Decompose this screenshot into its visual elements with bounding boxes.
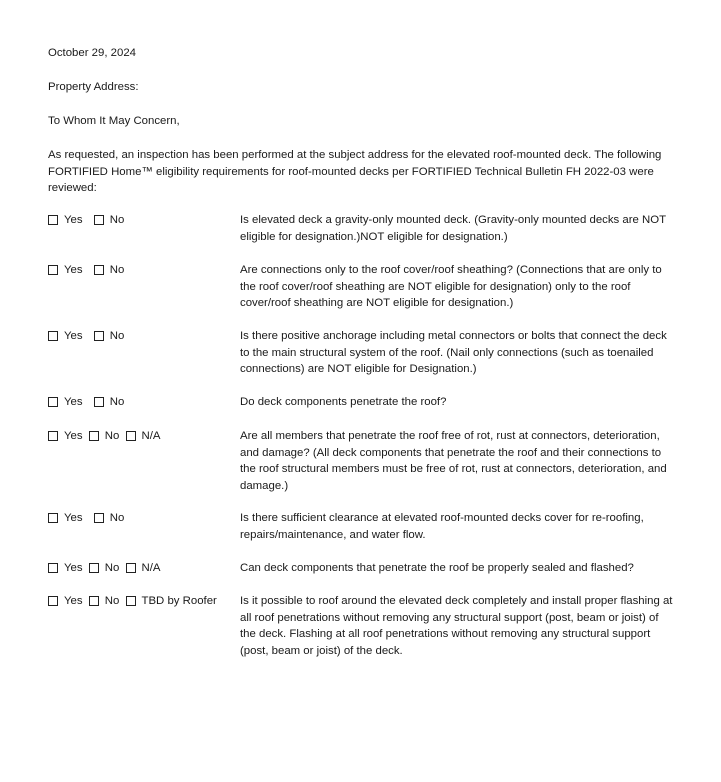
checklist-question: Is elevated deck a gravity-only mounted deck. (Gravity-only mounted decks are NOT eligible for designation.)NOT eligible for designation.) [240, 214, 666, 243]
option-yes[interactable]: Yes [48, 262, 83, 279]
checkbox-icon[interactable] [48, 431, 58, 441]
checkbox-icon[interactable] [48, 215, 58, 225]
option-no[interactable]: No [94, 510, 125, 527]
option-yes[interactable]: Yes [48, 328, 83, 345]
checkbox-icon[interactable] [48, 265, 58, 275]
option-no[interactable]: No [94, 328, 125, 345]
answer-options [48, 593, 217, 612]
answer-options [48, 428, 161, 447]
checkbox-icon[interactable] [48, 397, 58, 407]
option-no[interactable]: No [94, 262, 125, 279]
option-yes[interactable]: Yes [48, 593, 83, 610]
checkbox-icon[interactable] [48, 513, 58, 523]
checklist-question: Is it possible to roof around the elevated deck completely and install proper flashing at all roof penetrations without removing any structural support (post, beam or joist) of the deck. Flashing at all roof penetrations without removing any structural support (post, beam or joist) of the deck. [240, 595, 673, 657]
answer-options [48, 510, 124, 529]
option-yes[interactable]: Yes [48, 394, 83, 411]
checklist-question: Can deck components that penetrate the roof be properly sealed and flashed? [240, 562, 634, 574]
option-yes[interactable]: Yes [48, 560, 83, 577]
checklist-question: Is there positive anchorage including metal connectors or bolts that connect the deck to the main structural system of the roof. (Nail only connections (such as toenailed connections) are NOT eligible for Designation.) [240, 330, 667, 375]
checklist-question: Are connections only to the roof cover/roof sheathing? (Connections that are only to the roof cover/roof sheathing are NOT eligible for designation) only to the roof cover/roof sheathing are NOT eligible for designation.) [240, 264, 662, 309]
salutation: To Whom It May Concern, [48, 115, 180, 127]
property-address-label: Property Address: [48, 81, 139, 93]
checkbox-icon[interactable] [89, 431, 99, 441]
option-yes[interactable]: Yes [48, 428, 83, 445]
checkbox-icon[interactable] [126, 596, 136, 606]
option-no[interactable]: No [89, 428, 120, 445]
checkbox-icon[interactable] [94, 397, 104, 407]
checkbox-icon[interactable] [48, 331, 58, 341]
answer-options [48, 394, 124, 413]
checkbox-icon[interactable] [48, 563, 58, 573]
checkbox-icon[interactable] [126, 431, 136, 441]
checkbox-icon[interactable] [48, 596, 58, 606]
option-no[interactable]: No [94, 394, 125, 411]
option-yes[interactable]: Yes [48, 510, 83, 527]
option-no[interactable]: No [89, 593, 120, 610]
option-tbd-by-roofer[interactable]: TBD by Roofer [126, 593, 217, 610]
checkbox-icon[interactable] [94, 265, 104, 275]
checkbox-icon[interactable] [94, 513, 104, 523]
checkbox-icon[interactable] [89, 563, 99, 573]
option-na[interactable]: N/A [126, 560, 161, 577]
option-no[interactable]: No [89, 560, 120, 577]
checklist-question: Are all members that penetrate the roof free of rot, rust at connectors, deterioration, and damage? (All deck components that penetrate the roof and their connections to the roof structural members must be free of rot, rust at connectors, deterioration, and damage.) [240, 430, 667, 492]
checkbox-icon[interactable] [89, 596, 99, 606]
letter-date: October 29, 2024 [48, 47, 137, 59]
intro-paragraph: As requested, an inspection has been performed at the subject address for the elevated roof-mounted deck. The following FORTIFIED Home™ eligibility requirements for roof-mounted decks per FORTIFIED Technical Bulletin FH 2022-03 were reviewed: [48, 149, 662, 194]
checkbox-icon[interactable] [94, 331, 104, 341]
option-yes[interactable]: Yes [48, 212, 83, 229]
checkbox-icon[interactable] [126, 563, 136, 573]
checklist-question: Do deck components penetrate the roof? [240, 396, 447, 408]
option-na[interactable]: N/A [126, 428, 161, 445]
checklist-question: Is there sufficient clearance at elevated roof-mounted decks cover for re-roofing, repairs/maintenance, and water flow. [240, 512, 644, 541]
answer-options [48, 262, 124, 281]
answer-options [48, 560, 161, 579]
checkbox-icon[interactable] [94, 215, 104, 225]
answer-options [48, 328, 124, 347]
option-no[interactable]: No [94, 212, 125, 229]
answer-options [48, 212, 124, 231]
